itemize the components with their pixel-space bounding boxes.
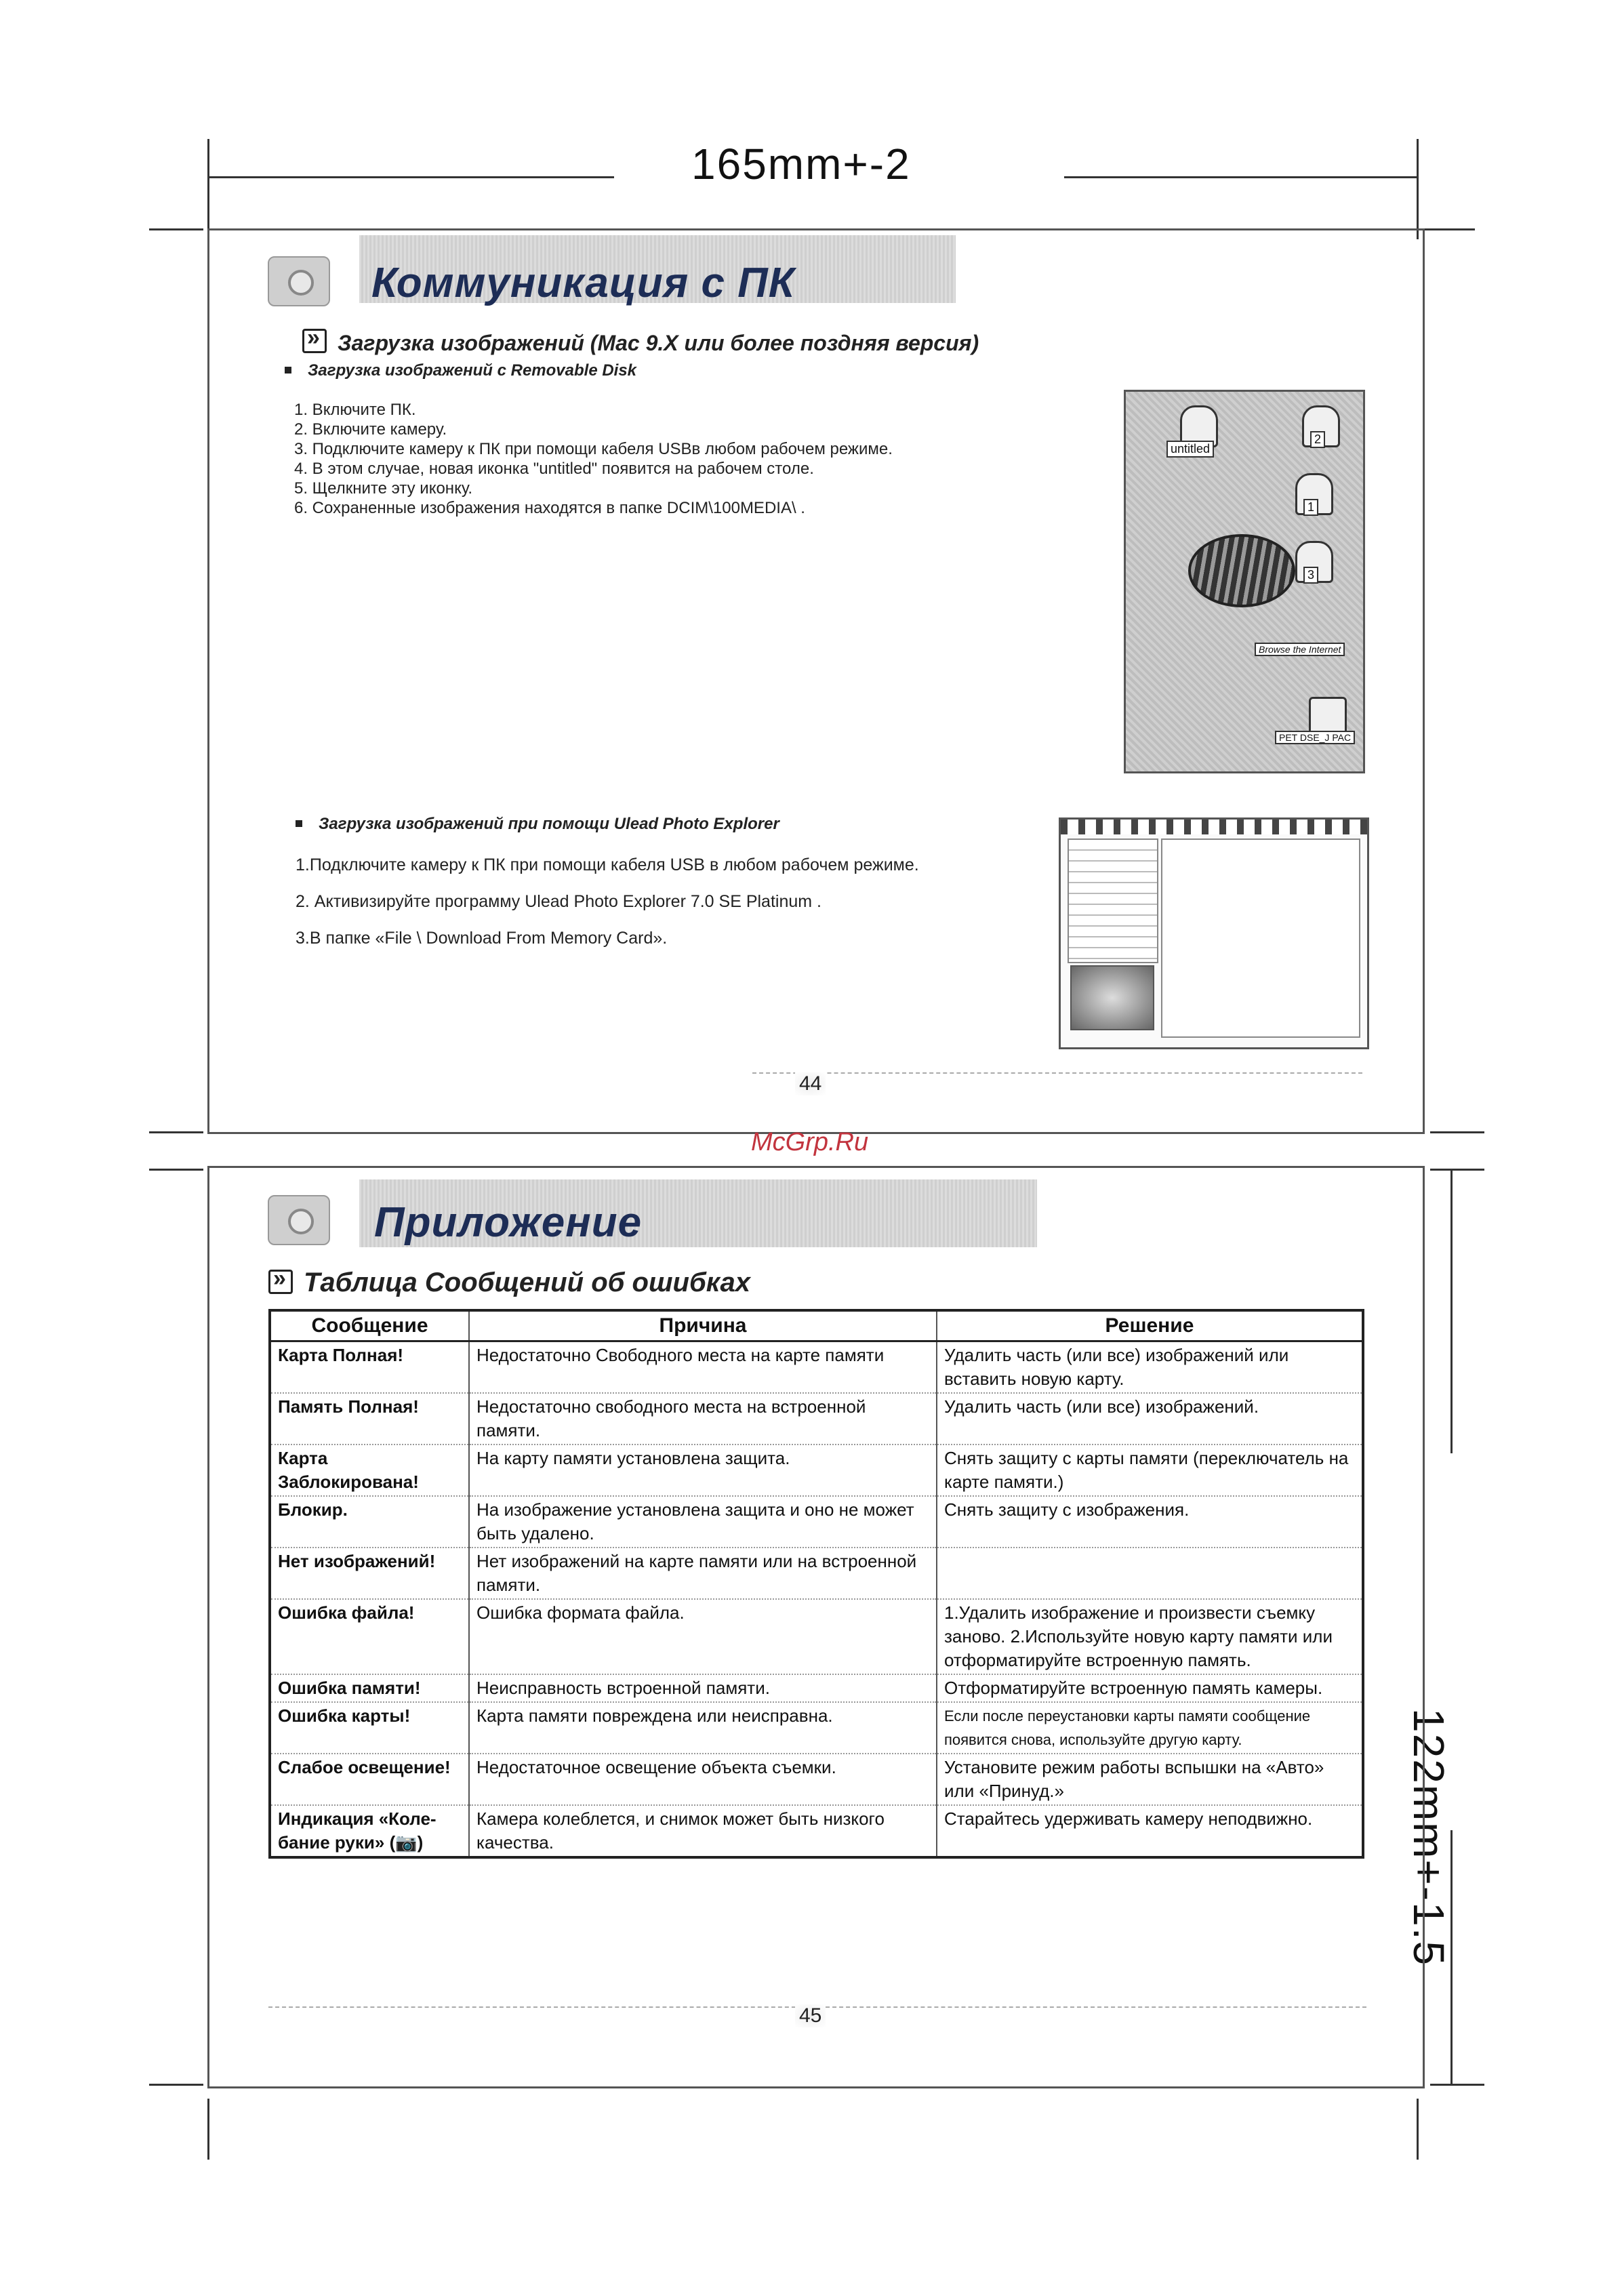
table-row bbox=[270, 1548, 1363, 1599]
table-row bbox=[270, 1496, 1363, 1548]
disk-label: 1 bbox=[1303, 499, 1318, 516]
dimension-line-right bbox=[1064, 176, 1417, 178]
crop-mark-h6 bbox=[1430, 1169, 1484, 1171]
list-item: 3. Подключите камеру к ПК при помощи кабеля USBв любом рабочем режиме. bbox=[294, 440, 893, 458]
crop-mark-h8 bbox=[1430, 2084, 1484, 2086]
camera-icon bbox=[268, 1195, 330, 1245]
cause-cell: Нет изображений на карте памяти или на встроенной памяти. bbox=[469, 1548, 937, 1599]
solution-cell: Удалить часть (или все) изображений. bbox=[937, 1393, 1363, 1444]
file-list bbox=[1161, 839, 1360, 1038]
column-header: Решение bbox=[937, 1310, 1363, 1341]
table-row bbox=[270, 1393, 1363, 1444]
dimension-line-left bbox=[207, 176, 614, 178]
crop-mark-h5 bbox=[149, 1169, 203, 1171]
message-cell: Слабое освещение! bbox=[270, 1754, 469, 1805]
table-subtitle: »Таблица Сообщений об ошибках bbox=[268, 1268, 750, 1298]
arrow-icon bbox=[268, 1270, 293, 1294]
divider bbox=[752, 1072, 1362, 1074]
table-row bbox=[270, 1754, 1363, 1805]
page-title: Приложение bbox=[374, 1199, 643, 1246]
disk-label: untitled bbox=[1166, 441, 1214, 458]
cause-cell: Камера колеблется, и снимок может быть низкого качества. bbox=[469, 1805, 937, 1857]
table-row bbox=[270, 1702, 1363, 1754]
subtitle: »Загрузка изображений (Mac 9.X или более поздняя версия) bbox=[302, 329, 979, 356]
cause-cell: Недостаточно Свободного места на карте памяти bbox=[469, 1341, 937, 1394]
dimension-label-height: 122mm+-1.5 bbox=[1404, 1708, 1453, 1967]
table-row bbox=[270, 1805, 1363, 1857]
crop-mark-v-bottom-right bbox=[1417, 2099, 1419, 2160]
crop-mark-h4 bbox=[1430, 1131, 1484, 1133]
list-item: 3.В папке «File \ Download From Memory Card». bbox=[296, 929, 668, 948]
crop-mark-h2 bbox=[1421, 228, 1475, 230]
column-header: Причина bbox=[469, 1310, 937, 1341]
cause-cell: На изображение установлена защита и оно не может быть удалено. bbox=[469, 1496, 937, 1548]
message-cell: Память Полная! bbox=[270, 1393, 469, 1444]
message-cell: Блокир. bbox=[270, 1496, 469, 1548]
list-item: 4. В этом случае, новая иконка "untitled" появится на рабочем столе. bbox=[294, 460, 814, 478]
crop-mark-right-top bbox=[1417, 139, 1419, 239]
browse-label: Browse the Internet bbox=[1255, 643, 1345, 656]
bullet-icon bbox=[285, 367, 291, 373]
crop-mark-h1 bbox=[149, 228, 203, 230]
message-cell: Ошибка карты! bbox=[270, 1702, 469, 1754]
list-item: 2. Включите камеру. bbox=[294, 420, 447, 439]
list-item: 1. Включите ПК. bbox=[294, 401, 416, 419]
camera-icon bbox=[268, 256, 330, 306]
ulead-screenshot bbox=[1059, 817, 1369, 1049]
cause-cell: Недостаточно свободного места на встроенной памяти. bbox=[469, 1393, 937, 1444]
page-title: Коммуникация с ПК bbox=[371, 260, 795, 306]
solution-cell bbox=[937, 1548, 1363, 1599]
cause-cell: Неисправность встроенной памяти. bbox=[469, 1674, 937, 1702]
photo-preview bbox=[1070, 965, 1154, 1030]
error-table bbox=[268, 1309, 1364, 1859]
table-header-row bbox=[270, 1310, 1363, 1341]
table-row bbox=[270, 1444, 1363, 1496]
folder-tree bbox=[1068, 839, 1158, 963]
cause-cell: На карту памяти установлена защита. bbox=[469, 1444, 937, 1496]
disk-label: 2 bbox=[1310, 431, 1325, 448]
message-cell: Карта Полная! bbox=[270, 1341, 469, 1394]
disk-label: 3 bbox=[1303, 567, 1318, 584]
message-cell: Карта Заблокирована! bbox=[270, 1444, 469, 1496]
solution-cell: Отформатируйте встроенную память камеры. bbox=[937, 1674, 1363, 1702]
message-cell: Ошибка памяти! bbox=[270, 1674, 469, 1702]
table-row bbox=[270, 1341, 1363, 1394]
solution-cell: Если после переустановки карты памяти сообщение появится снова, используйте другую карту. bbox=[937, 1702, 1363, 1754]
cause-cell: Ошибка формата файла. bbox=[469, 1599, 937, 1674]
crop-mark-left-top bbox=[207, 139, 209, 239]
solution-cell: Старайтесь удерживать камеру неподвижно. bbox=[937, 1805, 1363, 1857]
cause-cell: Карта памяти повреждена или неисправна. bbox=[469, 1702, 937, 1754]
bag-icon bbox=[1188, 534, 1295, 607]
list-item: 2. Активизируйте программу Ulead Photo Explorer 7.0 SE Platinum . bbox=[296, 892, 821, 911]
solution-cell: 1.Удалить изображение и произвести съемку заново. 2.Используйте новую карту памяти или отформатируйте встроенную память. bbox=[937, 1599, 1363, 1674]
crop-mark-h3 bbox=[149, 1131, 203, 1133]
solution-cell: Установите режим работы вспышки на «Авто» или «Принуд.» bbox=[937, 1754, 1363, 1805]
bullet-icon bbox=[296, 820, 302, 827]
message-cell: Нет изображений! bbox=[270, 1548, 469, 1599]
solution-cell: Снять защиту с карты памяти (переключатель на карте памяти.) bbox=[937, 1444, 1363, 1496]
page-number: 44 bbox=[795, 1072, 826, 1095]
table-row bbox=[270, 1599, 1363, 1674]
column-header: Сообщение bbox=[270, 1310, 469, 1341]
section-a-steps bbox=[294, 400, 893, 518]
section-b-heading: Загрузка изображений при помощи Ulead Photo Explorer bbox=[296, 815, 779, 834]
message-cell: Ошибка файла! bbox=[270, 1599, 469, 1674]
arrow-icon bbox=[302, 329, 327, 353]
dimension-line-vertical-top bbox=[1450, 1169, 1453, 1453]
cause-cell: Недостаточное освещение объекта съемки. bbox=[469, 1754, 937, 1805]
message-cell: Индикация «Коле-бание руки» (📷) bbox=[278, 1809, 437, 1853]
list-item: 1.Подключите камеру к ПК при помощи кабеля USB в любом рабочем режиме. bbox=[296, 855, 919, 874]
drive-label: PET DSE_J PAC bbox=[1275, 731, 1355, 744]
list-item: 5. Щелкните эту иконку. bbox=[294, 479, 473, 498]
list-item: 6. Сохраненные изображения находятся в папке DCIM\100MEDIA\ . bbox=[294, 499, 805, 517]
toolbar-strip bbox=[1061, 820, 1367, 834]
mac-desktop-screenshot bbox=[1124, 390, 1365, 773]
dimension-label-width: 165mm+-2 bbox=[691, 140, 911, 188]
section-a-heading: Загрузка изображений с Removable Disk bbox=[285, 361, 636, 380]
page-number: 45 bbox=[795, 2004, 826, 2027]
watermark: McGrp.Ru bbox=[751, 1128, 869, 1156]
table-row bbox=[270, 1674, 1363, 1702]
solution-cell: Удалить часть (или все) изображений или вставить новую карту. bbox=[937, 1341, 1363, 1394]
crop-mark-h7 bbox=[149, 2084, 203, 2086]
crop-mark-v-bottom-left bbox=[207, 2099, 209, 2160]
solution-cell: Снять защиту с изображения. bbox=[937, 1496, 1363, 1548]
